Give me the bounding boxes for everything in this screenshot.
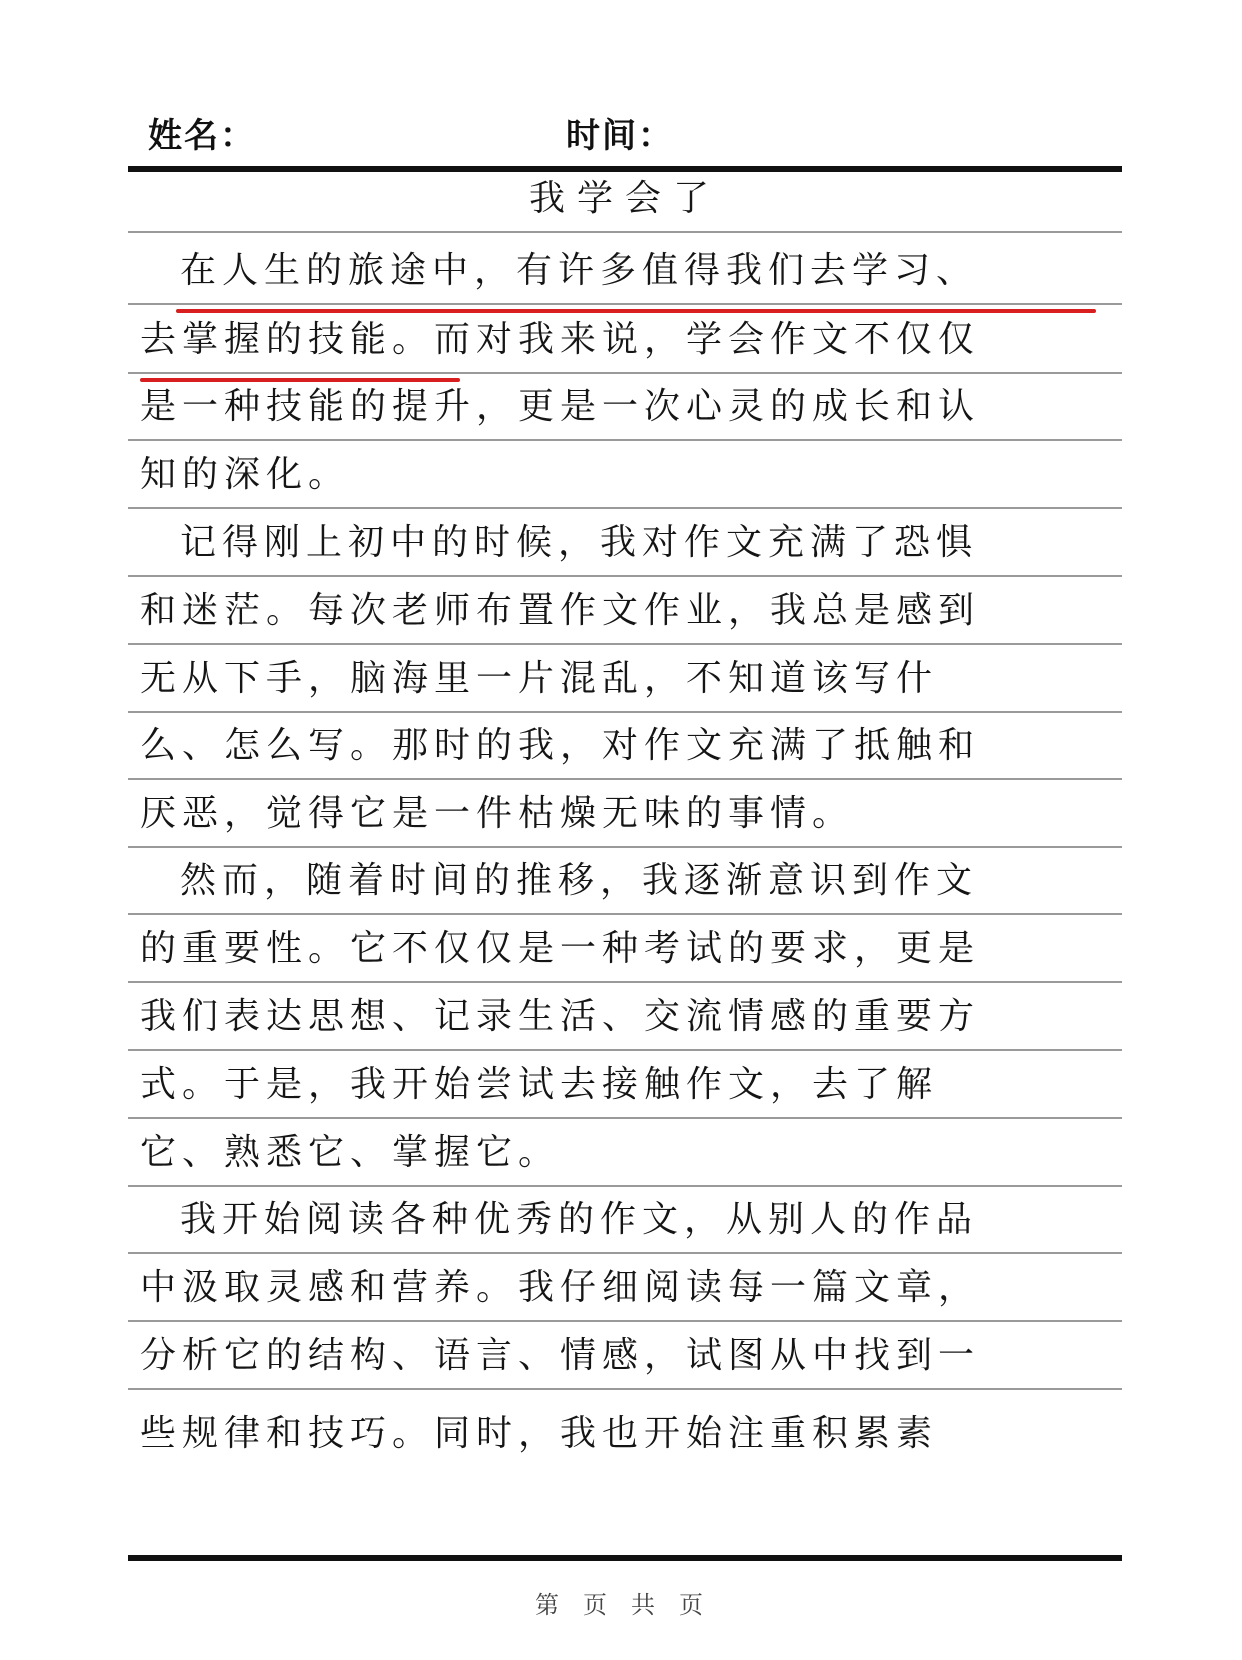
essay-line-row (128, 915, 1122, 983)
essay-line-row (128, 1051, 1122, 1119)
page-word: 页 (583, 1591, 611, 1619)
essay-line: 然而，随着时间的推移，我逐渐意识到作文 (180, 860, 979, 901)
essay-line: 么、怎么写。那时的我，对作文充满了抵触和 (140, 725, 981, 766)
essay-line-row (128, 577, 1122, 645)
essay-title: 我学会了 (528, 178, 721, 219)
page-footer (0, 1585, 1242, 1620)
essay-line: 是一种技能的提升，更是一次心灵的成长和认 (140, 386, 981, 427)
essay-line-row (128, 509, 1122, 577)
time-label: 时间： (566, 116, 674, 156)
essay-line: 在人生的旅途中，有许多值得我们去学习、 (180, 250, 979, 291)
essay-line-row (128, 713, 1122, 780)
essay-line: 分析它的结构、语言、情感，试图从中找到一 (140, 1335, 981, 1376)
essay-line-row (128, 645, 1122, 713)
essay-line: 它、熟悉它、掌握它。 (140, 1132, 561, 1173)
essay-line: 我开始阅读各种优秀的作文，从别人的作品 (180, 1199, 979, 1240)
essay-line: 的重要性。它不仅仅是一种考试的要求，更是 (140, 928, 981, 969)
essay-line: 厌恶，觉得它是一件枯燥无味的事情。 (140, 793, 855, 834)
page-label: 第 (535, 1591, 563, 1619)
essay-line: 去掌握的技能。而对我来说，学会作文不仅仅 (140, 319, 981, 360)
red-underline-mark (176, 309, 1096, 313)
essay-line-row (128, 1322, 1122, 1390)
essay-line-row (128, 374, 1122, 441)
essay-line: 记得刚上初中的时候，我对作文充满了恐惧 (180, 522, 979, 563)
essay-line-row (128, 983, 1122, 1051)
total-label: 共 (631, 1591, 659, 1619)
worksheet-header (0, 108, 1242, 158)
essay-line-row (128, 441, 1122, 509)
essay-line: 式。于是，我开始尝试去接触作文，去了解 (140, 1064, 939, 1105)
essay-line: 中汲取灵感和营养。我仔细阅读每一篇文章， (140, 1267, 981, 1308)
essay-line: 无从下手，脑海里一片混乱，不知道该写什 (140, 658, 939, 699)
essay-line-row (128, 780, 1122, 848)
essay-line-row (128, 1187, 1122, 1254)
name-label: 姓名： (148, 116, 256, 156)
red-underline-mark (140, 378, 460, 382)
essay-line: 我们表达思想、记录生活、交流情感的重要方 (140, 996, 981, 1037)
essay-title-row (128, 172, 1122, 233)
essay-line-row (128, 305, 1122, 374)
essay-line-row (128, 1119, 1122, 1187)
essay-line: 些规律和技巧。同时，我也开始注重积累素 (140, 1413, 939, 1454)
bottom-rule (128, 1555, 1122, 1561)
essay-line: 知的深化。 (140, 454, 351, 495)
essay-line-row (128, 233, 1122, 305)
essay-line-row (128, 848, 1122, 915)
essay-line-row (128, 1254, 1122, 1322)
essay-line: 和迷茫。每次老师布置作文作业，我总是感到 (140, 590, 981, 631)
total-word: 页 (679, 1591, 707, 1619)
essay-line-row (128, 1390, 1122, 1555)
